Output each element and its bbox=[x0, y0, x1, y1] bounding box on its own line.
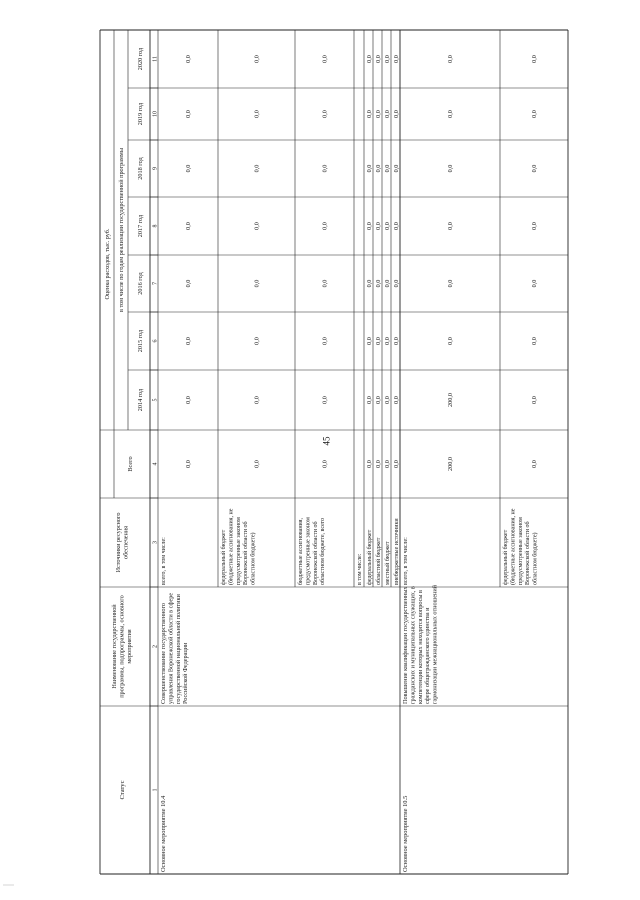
value-cell: 0,0 bbox=[447, 55, 454, 63]
value-cell: 0,0 bbox=[321, 337, 329, 345]
header-source: Источники ресурсного bbox=[115, 512, 122, 573]
value-cell: 0,0 bbox=[253, 55, 261, 63]
value-cell: 0,0 bbox=[384, 164, 391, 173]
source-label: федеральный бюджет bbox=[367, 529, 373, 585]
source-label: областной бюджет bbox=[376, 537, 382, 585]
value-cell: 0,0 bbox=[447, 337, 454, 345]
source-label: областном бюджете, всего bbox=[320, 517, 327, 585]
value-cell: 0,0 bbox=[366, 110, 373, 118]
source-label: бюджетные ассигнования, bbox=[298, 517, 304, 585]
value-cell: 0,0 bbox=[384, 55, 391, 63]
value-cell: 0,0 bbox=[393, 222, 400, 230]
col-number: 11 bbox=[152, 56, 159, 62]
value-cell: 0,0 bbox=[321, 396, 329, 404]
source-label: (бюджетные ассигнования, не bbox=[228, 508, 235, 585]
value-cell: 0,0 bbox=[366, 164, 373, 173]
source-label: областном бюджете) bbox=[250, 532, 257, 585]
activity-name: Совершенствование государственного bbox=[160, 603, 167, 704]
value-cell: 0,0 bbox=[384, 460, 391, 468]
value-cell: 0,0 bbox=[447, 279, 454, 288]
value-cell: 0,0 bbox=[321, 164, 329, 173]
value-cell: 0,0 bbox=[531, 337, 538, 345]
value-cell: 0,0 bbox=[531, 396, 538, 404]
header-year: 2016 год bbox=[137, 272, 144, 295]
value-cell: 0,0 bbox=[447, 164, 454, 173]
value-cell: 0,0 bbox=[185, 110, 192, 118]
source-label: в том числе: bbox=[357, 553, 363, 585]
col-number: 10 bbox=[152, 111, 159, 117]
source-label: предусмотренные законом bbox=[235, 517, 242, 585]
value-cell: 0,0 bbox=[253, 164, 261, 173]
value-cell: 0,0 bbox=[384, 396, 391, 404]
activity-status: Основное мероприятие 10.5 bbox=[402, 795, 409, 872]
value-cell: 0,0 bbox=[375, 55, 382, 63]
value-cell: 0,0 bbox=[447, 110, 454, 118]
activity-name: Повышение квалификации государственных bbox=[402, 586, 409, 704]
value-cell: 0,0 bbox=[375, 396, 382, 404]
value-cell: 0,0 bbox=[253, 396, 261, 404]
header-name: программы, подпрограммы, основного bbox=[118, 595, 126, 698]
source-label: всего, в том числе: bbox=[161, 537, 167, 585]
value-cell: 0,0 bbox=[393, 55, 400, 63]
value-cell: 0,0 bbox=[185, 337, 192, 345]
value-cell: 0,0 bbox=[384, 222, 391, 230]
value-cell: 0,0 bbox=[185, 396, 192, 404]
value-cell: 0,0 bbox=[185, 460, 192, 468]
header-status: Статус bbox=[119, 780, 126, 800]
col-number: 4 bbox=[152, 462, 159, 466]
value-cell: 0,0 bbox=[393, 279, 400, 288]
header-by-years: в том числе по годам реализации государственной программы bbox=[118, 148, 125, 312]
value-cell: 0,0 bbox=[375, 279, 382, 288]
value-cell: 0,0 bbox=[384, 279, 391, 288]
value-cell: 0,0 bbox=[531, 460, 538, 468]
value-cell: 0,0 bbox=[185, 279, 192, 288]
value-cell: 0,0 bbox=[321, 110, 329, 118]
source-label: предусмотренные законом bbox=[517, 517, 524, 585]
value-cell: 0,0 bbox=[531, 164, 538, 173]
activity-name: управления Воронежской области в сфере bbox=[167, 592, 175, 704]
value-cell: 0,0 bbox=[531, 55, 538, 63]
value-cell: 0,0 bbox=[375, 164, 382, 173]
value-cell: 0,0 bbox=[253, 279, 261, 288]
header-name: Наименование государственной bbox=[111, 604, 118, 689]
activity-name: гражданских и муниципальных служащих, в bbox=[409, 586, 417, 704]
source-label: федеральный бюджет bbox=[221, 529, 227, 585]
header-year: 2017 год bbox=[137, 214, 144, 238]
value-cell: 0,0 bbox=[375, 460, 382, 468]
value-cell: 0,0 bbox=[366, 222, 373, 230]
source-label: внебюджетные источники bbox=[394, 518, 400, 585]
col-number: 1 bbox=[152, 788, 159, 792]
header-name: мероприятия bbox=[125, 629, 133, 664]
header-year: 2014 год bbox=[137, 388, 144, 412]
activity-name: компетенции которых находятся вопросы в bbox=[416, 590, 424, 704]
activity-status: Основное мероприятие 10.4 bbox=[160, 795, 167, 872]
value-cell: 0,0 bbox=[393, 460, 400, 468]
value-cell: 0,0 bbox=[393, 110, 400, 118]
value-cell: 0,0 bbox=[375, 337, 382, 345]
header-year: 2019 год bbox=[137, 102, 144, 126]
col-number: 5 bbox=[152, 398, 159, 402]
source-label: областном бюджете) bbox=[532, 532, 539, 585]
value-cell: 0,0 bbox=[384, 110, 391, 118]
source-label: местный бюджет bbox=[385, 541, 391, 585]
value-cell: 0,0 bbox=[366, 55, 373, 63]
value-cell: 0,0 bbox=[185, 164, 192, 173]
source-label: всего, в том числе: bbox=[403, 537, 409, 585]
col-number: 6 bbox=[152, 339, 159, 343]
value-cell: 0,0 bbox=[375, 222, 382, 230]
value-cell: 0,0 bbox=[366, 337, 373, 345]
value-cell: 0,0 bbox=[366, 279, 373, 288]
value-cell: 0,0 bbox=[384, 337, 391, 345]
col-number: 8 bbox=[152, 224, 159, 228]
value-cell: 0,0 bbox=[393, 396, 400, 404]
value-cell: 0,0 bbox=[447, 222, 454, 230]
activity-name: гармонизации межнациональных отношений bbox=[431, 585, 439, 704]
col-number: 9 bbox=[152, 167, 159, 170]
value-cell: 0,0 bbox=[321, 460, 329, 468]
source-label: федеральный бюджет bbox=[503, 529, 509, 585]
value-cell: 200,0 bbox=[447, 457, 454, 471]
header-year: 2018 год bbox=[137, 157, 144, 180]
value-cell: 0,0 bbox=[366, 460, 373, 468]
source-label: Воронежской области об bbox=[243, 521, 250, 585]
value-cell: 0,0 bbox=[253, 110, 261, 118]
value-cell: 0,0 bbox=[253, 337, 261, 345]
header-source: обеспечения bbox=[122, 525, 130, 560]
value-cell: 0,0 bbox=[531, 279, 538, 288]
value-cell: 0,0 bbox=[393, 164, 400, 173]
value-cell: 0,0 bbox=[321, 222, 329, 230]
value-cell: 0,0 bbox=[185, 222, 192, 230]
col-number: 7 bbox=[152, 282, 159, 285]
value-cell: 0,0 bbox=[366, 396, 373, 404]
source-label: предусмотренные законом bbox=[305, 517, 312, 585]
source-label: (бюджетные ассигнования, не bbox=[510, 508, 517, 585]
value-cell: 0,0 bbox=[375, 110, 382, 118]
value-cell: 0,0 bbox=[393, 337, 400, 345]
page-number: 45 bbox=[321, 436, 332, 446]
header-estimate: Оценка расходов, тыс. руб. bbox=[104, 228, 111, 300]
activity-name: государственной национальной политики bbox=[174, 594, 182, 704]
col-number: 2 bbox=[152, 645, 159, 648]
value-cell: 0,0 bbox=[321, 55, 329, 63]
activity-name: Российской Федерации bbox=[182, 642, 190, 704]
value-cell: 0,0 bbox=[531, 110, 538, 118]
header-year: 2015 год bbox=[137, 329, 144, 353]
header-total: Всего bbox=[127, 456, 134, 472]
value-cell: 0,0 bbox=[253, 222, 261, 230]
header-year: 2020 год bbox=[137, 47, 144, 71]
value-cell: 0,0 bbox=[531, 222, 538, 230]
value-cell: 0,0 bbox=[185, 55, 192, 63]
source-label: Воронежской области об bbox=[312, 521, 319, 585]
value-cell: 0,0 bbox=[321, 279, 329, 288]
col-number: 3 bbox=[152, 541, 159, 544]
value-cell: 0,0 bbox=[253, 460, 261, 468]
activity-name: сфере общегражданского единства и bbox=[424, 607, 432, 704]
source-label: Воронежской области об bbox=[525, 521, 532, 585]
value-cell: 200,0 bbox=[447, 393, 454, 407]
